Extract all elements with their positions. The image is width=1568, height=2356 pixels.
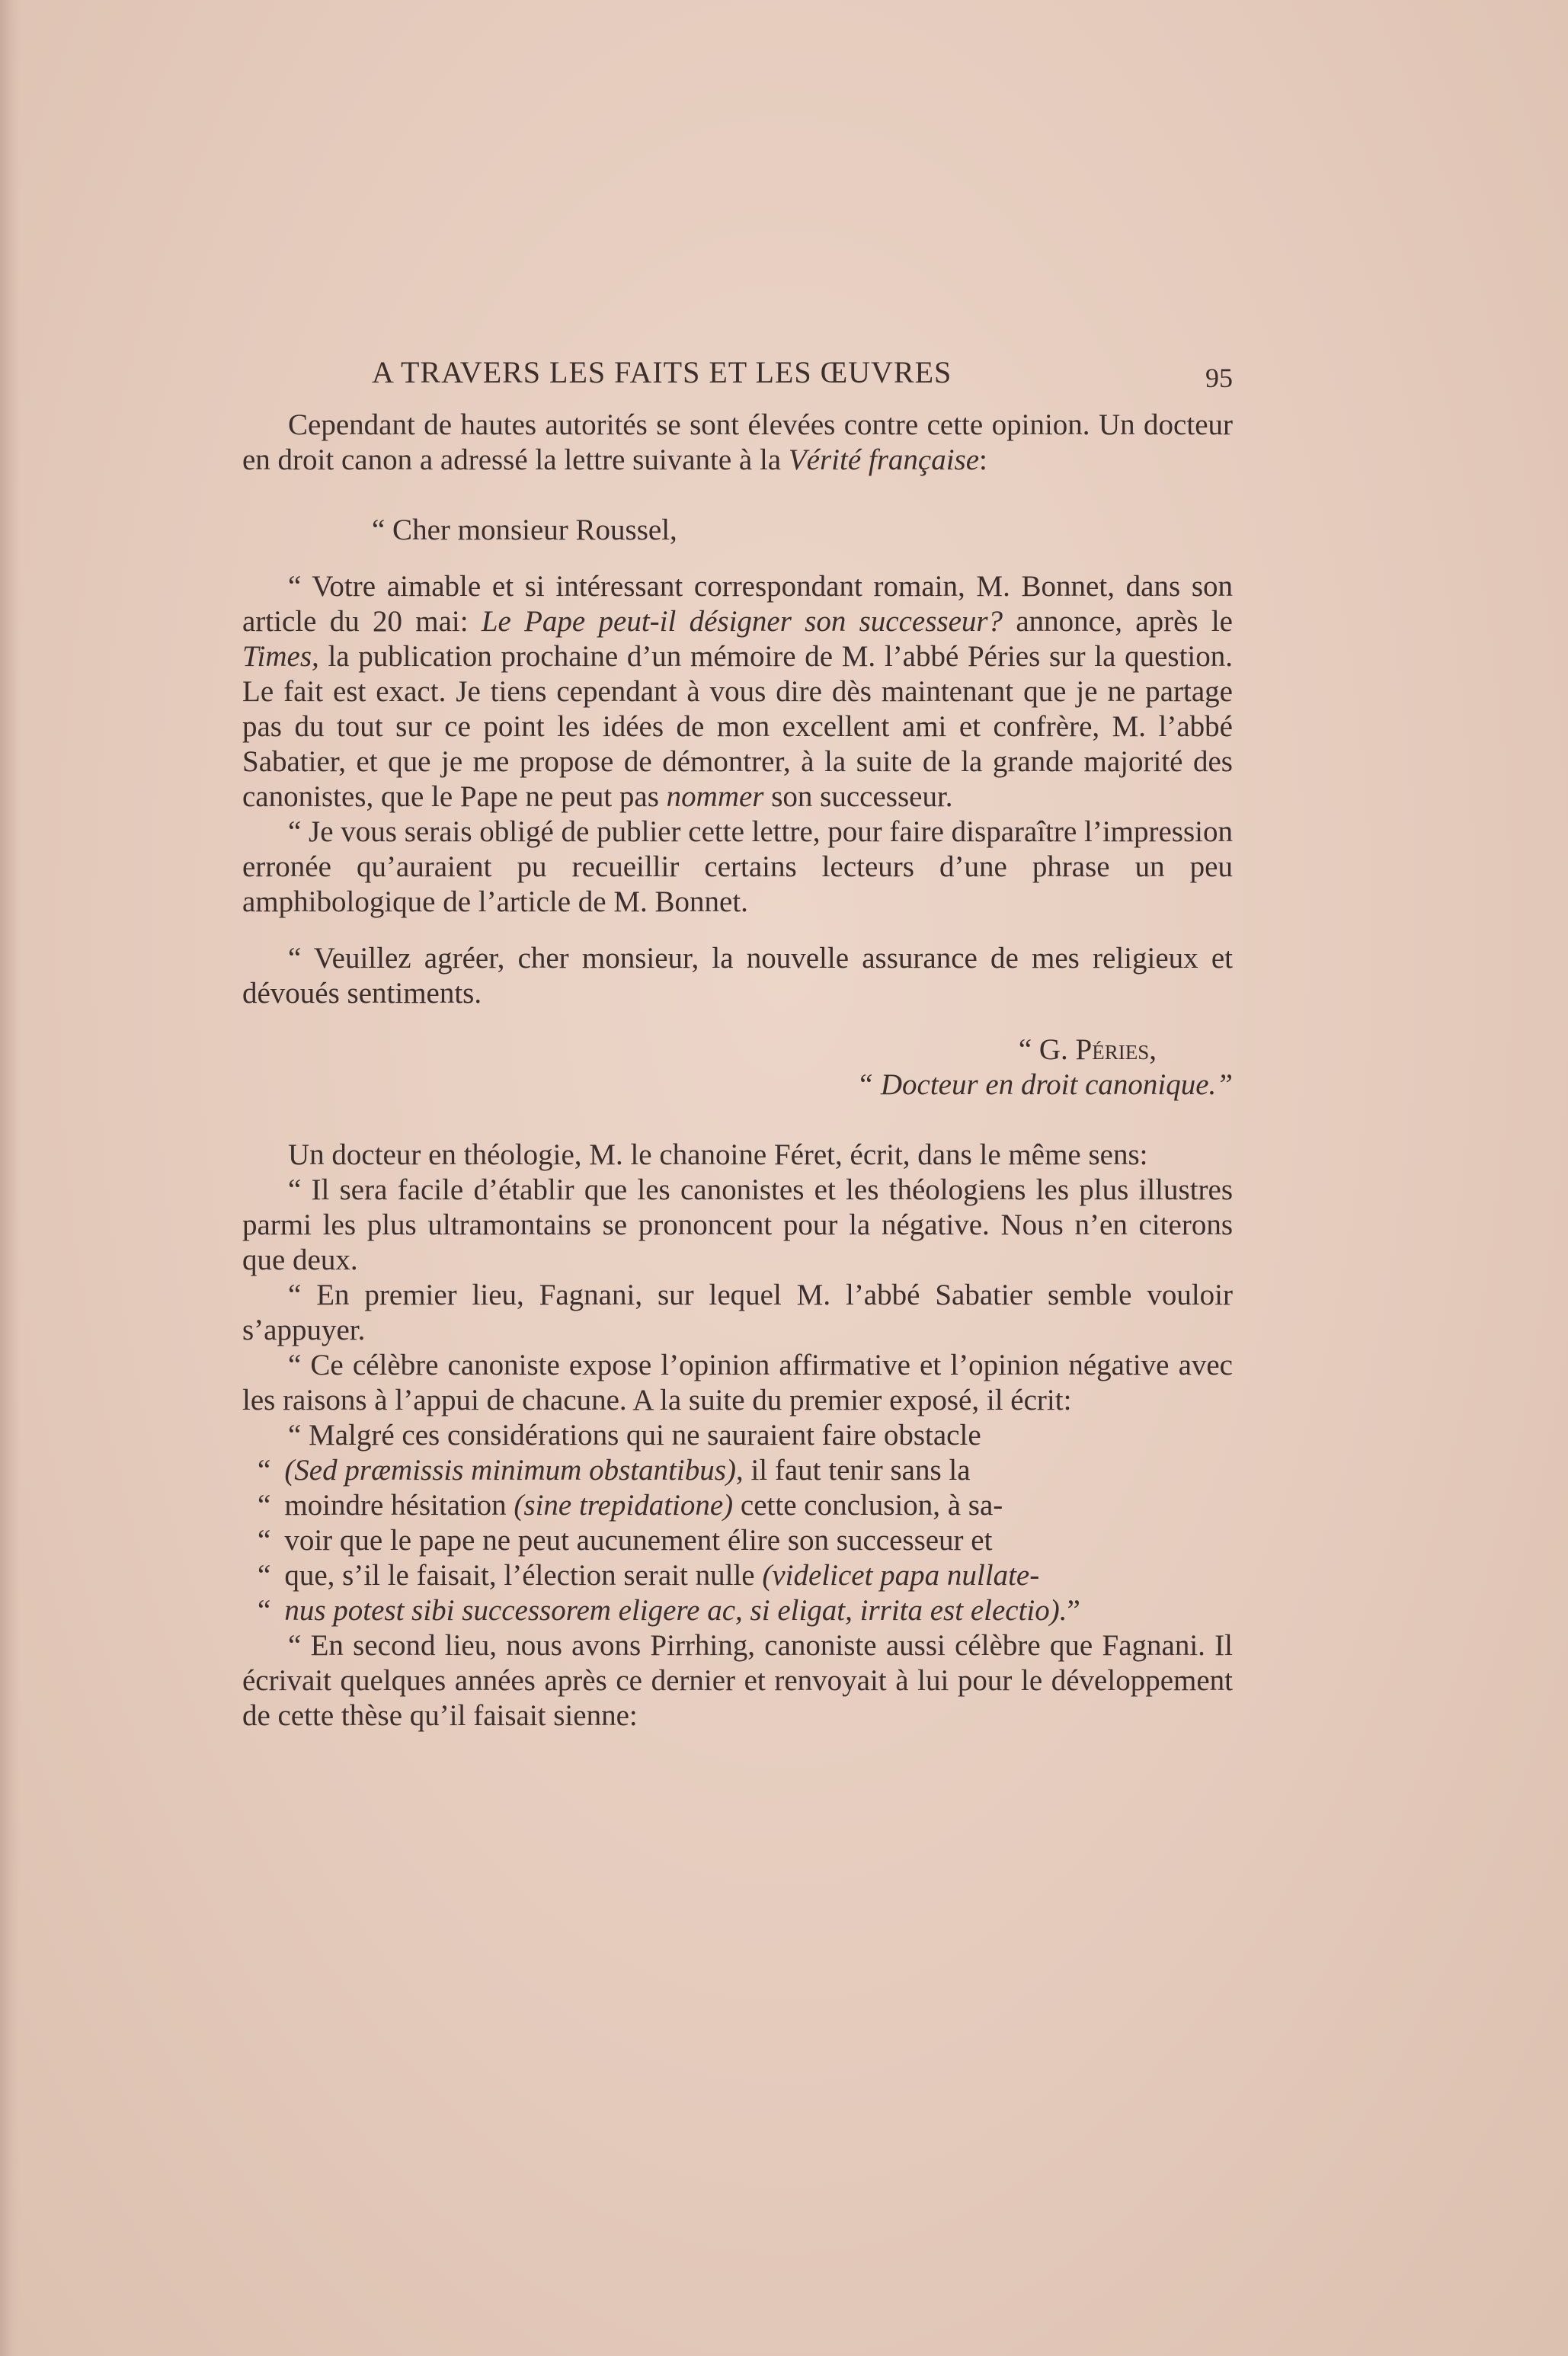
quote-line: “ que, s’il le faisait, l’élection serait nulle (videlicet papa nullate- (258, 1559, 1040, 1592)
letter-signature: “ G. Péries, (1018, 1033, 1157, 1066)
page-header (242, 347, 1233, 408)
page-spine-shadow (0, 0, 20, 2356)
paragraph: Cependant de hautes autorités se sont élevées contre cette opinion. Un docteur en droit canon a adressé la lettre suivante à la Vérité française: (242, 408, 1233, 476)
paragraph: “ En premier lieu, Fagnani, sur lequel M. l’abbé Sabatier semble vouloir s’appuyer. (242, 1279, 1233, 1346)
running-title: A TRAVERS LES FAITS ET LES ŒUVRES (372, 355, 952, 389)
quote-line: “ nus potest sibi successorem eligere ac, si eligat, irrita est electio).” (258, 1594, 1080, 1627)
paragraph: “ Veuillez agréer, cher monsieur, la nouvelle assurance de mes religieux et dévoués sentiments. (242, 942, 1233, 1010)
paragraph: Un docteur en théologie, M. le chanoine Féret, écrit, dans le même sens: (288, 1138, 1148, 1171)
paragraph: “ Ce célèbre canoniste expose l’opinion affirmative et l’opinion négative avec les raisons à l’appui de chacune. A la suite du premier exposé, il écrit: (242, 1349, 1233, 1416)
page-body (242, 408, 1233, 1733)
quote-line: “ moindre hésitation (sine trepidatione) cette conclusion, à sa- (258, 1489, 1003, 1522)
page-number: 95 (1205, 363, 1233, 393)
book-page (242, 347, 1233, 1733)
quote-line: “ (Sed præmissis minimum obstantibus), il faut tenir sans la (258, 1454, 971, 1487)
signature-title: “ Docteur en droit canonique.” (856, 1068, 1233, 1101)
paragraph: “ Votre aimable et si intéressant correspondant romain, M. Bonnet, dans son article du 20 mai: Le Pape peut-il désigner son successeur? annonce, après le Times, la publication prochaine d’un mémoire de M. l’abbé Péries sur la question. Le fait est exact. Je tiens cependant à vous dire dès maintenant que je ne partage pas du tout sur ce point les idées de mon excellent ami et confrère, M. l’abbé Sabatier, et que je me propose de démontrer, à la suite de la grande majorité des canonistes, que le Pape ne peut pas nommer son successeur. (242, 570, 1233, 813)
quote-line: “ voir que le pape ne peut aucunement élire son successeur et (258, 1524, 993, 1557)
quote-line: “ Malgré ces considérations qui ne sauraient faire obstacle (288, 1419, 981, 1452)
paragraph: “ Je vous serais obligé de publier cette lettre, pour faire disparaître l’impression erronée qu’auraient pu recueillir certains lecteurs d’une phrase un peu amphibologique de l’article de M. Bonnet. (242, 815, 1233, 918)
paragraph: “ Il sera facile d’établir que les canonistes et les théologiens les plus illustres parmi les plus ultramontains se prononcent pour la négative. Nous n’en citerons que deux. (242, 1173, 1233, 1276)
letter-salutation: “ Cher monsieur Roussel, (372, 514, 677, 546)
paragraph: “ En second lieu, nous avons Pirrhing, canoniste aussi célèbre que Fagnani. Il écrivait quelques années après ce dernier et renvoyait à lui pour le développement de cette thèse qu’il faisait sienne: (242, 1629, 1233, 1732)
